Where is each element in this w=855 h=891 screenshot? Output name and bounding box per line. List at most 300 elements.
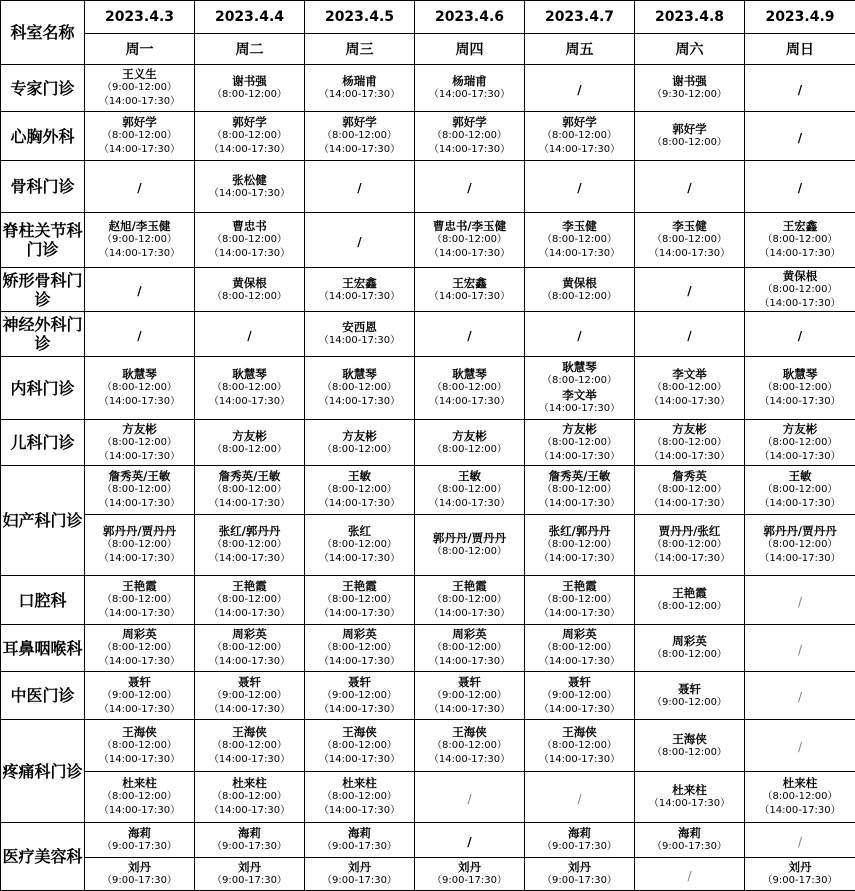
shift-time: （14:00-17:30） — [318, 290, 401, 302]
doctor-name: 聂轩 — [238, 674, 261, 689]
shift-time: （14:00-17:30） — [538, 608, 621, 619]
doctor-name: 詹秀英/王敏 — [108, 469, 171, 483]
shift-time: （14:00-17:30） — [208, 187, 291, 199]
doctor-name: 谢书强 — [232, 74, 267, 88]
schedule-cell — [415, 213, 525, 268]
schedule-cell — [415, 268, 525, 312]
no-clinic-slash: / — [577, 791, 582, 806]
doctor-name: 黄保根 — [232, 275, 267, 290]
doctor-name: 王艳霞 — [342, 579, 377, 593]
shift-time: （8:00-12:00） — [762, 436, 838, 448]
doctor-name: 王艳霞 — [122, 579, 157, 593]
no-clinic-slash: / — [577, 328, 582, 343]
doctor-name: 安西恩 — [342, 320, 377, 334]
shift-time: （8:00-12:00） — [542, 642, 617, 653]
schedule-cell — [305, 357, 415, 420]
schedule-cell — [85, 268, 195, 312]
shift-time: （14:00-17:30） — [648, 553, 731, 564]
shift-time: （14:00-17:30） — [648, 396, 731, 407]
schedule-cell — [305, 625, 415, 672]
schedule-cell — [195, 515, 305, 576]
schedule-cell — [525, 213, 635, 268]
schedule-cell — [635, 466, 745, 515]
weekday-header: 周三 — [305, 34, 415, 65]
shift-time: （8:00-12:00） — [652, 137, 727, 148]
shift-time: （14:00-17:30） — [538, 753, 621, 765]
doctor-name: 杨瑞甫 — [342, 74, 377, 88]
shift-time: （9:00-17:30） — [762, 875, 838, 886]
header-weekdays-row — [1, 34, 855, 65]
no-clinic-slash: / — [797, 740, 803, 754]
schedule-cell — [635, 625, 745, 672]
schedule-cell — [525, 112, 635, 161]
shift-time: （14:00-17:30） — [318, 656, 401, 667]
table-row — [1, 625, 855, 672]
shift-time: （14:00-17:30） — [759, 498, 841, 509]
doctor-name: 李玉健 — [672, 219, 707, 233]
shift-time: （8:00-12:00） — [212, 539, 287, 550]
date-header: 2023.4.9 — [745, 1, 855, 34]
schedule-cell — [415, 420, 525, 466]
shift-time: （14:00-17:30） — [98, 144, 181, 155]
schedule-cell — [745, 161, 855, 213]
shift-time: （9:00-12:00） — [542, 689, 617, 701]
doctor-name: 方友彬 — [452, 428, 487, 443]
no-clinic-slash: / — [797, 642, 803, 657]
schedule-cell — [745, 625, 855, 672]
schedule-cell — [415, 823, 525, 858]
no-clinic-slash: / — [687, 868, 692, 883]
shift-time: （14:00-17:30） — [208, 656, 291, 667]
doctor-name: 杜来柱 — [782, 776, 818, 790]
shift-time: （9:00-17:30） — [432, 875, 507, 886]
doctor-name: 方友彬 — [562, 421, 597, 436]
doctor-name: 周彩英 — [122, 627, 157, 641]
schedule-cell — [415, 576, 525, 625]
weekday-header: 周一 — [85, 34, 195, 65]
shift-time: （14:00-17:30） — [208, 144, 291, 155]
schedule-cell — [305, 420, 415, 466]
shift-time: （14:00-17:30） — [538, 403, 621, 414]
shift-time: （8:00-12:00） — [322, 642, 397, 653]
no-clinic-slash: / — [797, 594, 803, 609]
shift-time: （14:00-17:30） — [318, 553, 401, 564]
schedule-cell — [195, 213, 305, 268]
dept-label: 妇产科门诊 — [1, 466, 85, 576]
shift-time: （8:00-12:00） — [652, 436, 727, 448]
schedule-cell — [85, 823, 195, 858]
table-row — [1, 576, 855, 625]
schedule-cell — [635, 576, 745, 625]
shift-time: （14:00-17:30） — [648, 450, 731, 462]
doctor-name: 王海侠 — [452, 724, 487, 739]
doctor-name: 郭好学 — [452, 115, 487, 129]
schedule-cell — [195, 625, 305, 672]
schedule-cell — [745, 312, 855, 357]
shift-time: （14:00-17:30） — [759, 297, 841, 309]
doctor-name: 贾丹丹/张红 — [658, 524, 721, 538]
shift-time: （8:00-12:00） — [322, 382, 397, 393]
shift-time: （8:00-12:00） — [102, 130, 177, 141]
no-clinic-slash: / — [687, 284, 692, 298]
dept-label: 神经外科门诊 — [1, 312, 85, 357]
date-header: 2023.4.6 — [415, 1, 525, 34]
shift-time: （14:00-17:30） — [428, 753, 511, 765]
shift-time: （9:00-17:30） — [322, 841, 397, 852]
dept-label: 医疗美容科 — [1, 823, 85, 891]
no-clinic-slash: / — [357, 181, 362, 195]
doctor-name: 郭好学 — [672, 122, 707, 136]
shift-time: （8:00-12:00） — [212, 290, 287, 302]
shift-time: （14:00-17:30） — [318, 89, 401, 100]
shift-time: （8:00-12:00） — [102, 739, 177, 751]
shift-time: （8:00-12:00） — [652, 601, 727, 612]
shift-time: （8:00-12:00） — [652, 234, 727, 245]
shift-time: （9:00-17:30） — [542, 875, 617, 886]
doctor-name: 黄保根 — [562, 275, 597, 290]
date-header: 2023.4.4 — [195, 1, 305, 34]
schedule-cell — [635, 161, 745, 213]
table-row — [1, 772, 855, 823]
no-clinic-slash: / — [467, 181, 472, 195]
shift-time: （8:00-12:00） — [212, 594, 287, 605]
doctor-name: 周彩英 — [672, 634, 707, 648]
table-row — [1, 515, 855, 576]
shift-time: （9:00-12:00） — [652, 696, 727, 708]
schedule-cell — [415, 466, 525, 515]
doctor-name: 王艳霞 — [452, 579, 487, 593]
doctor-name: 王敏 — [348, 469, 371, 483]
shift-time: （8:00-12:00） — [212, 739, 287, 751]
table-row — [1, 858, 855, 891]
schedule-cell — [635, 823, 745, 858]
shift-time: （8:00-12:00） — [102, 594, 177, 605]
shift-time: （9:00-17:30） — [212, 841, 287, 852]
no-clinic-slash: / — [467, 834, 472, 849]
dept-label: 矫形骨科门诊 — [1, 268, 85, 312]
shift-time: （8:00-12:00） — [102, 642, 177, 653]
shift-time: （9:00-17:30） — [542, 841, 617, 852]
table-row — [1, 213, 855, 268]
shift-time: （14:00-17:30） — [318, 805, 401, 816]
doctor-name: 王海侠 — [232, 724, 267, 739]
schedule-cell — [635, 357, 745, 420]
shift-time: （8:00-12:00） — [762, 283, 838, 295]
schedule-cell — [415, 515, 525, 576]
dept-label: 心胸外科 — [1, 112, 85, 161]
shift-time: （14:00-17:30） — [98, 553, 181, 564]
schedule-cell — [415, 161, 525, 213]
shift-time: （8:00-12:00） — [652, 484, 727, 495]
shift-time: （14:00-17:30） — [318, 703, 401, 715]
shift-time: （14:00-17:30） — [208, 248, 291, 259]
shift-time: （8:00-12:00） — [212, 130, 287, 141]
doctor-name: 王宏鑫 — [342, 275, 377, 290]
doctor-name: 方友彬 — [122, 421, 157, 436]
schedule-cell — [635, 112, 745, 161]
schedule-cell — [745, 268, 855, 312]
doctor-name: 方友彬 — [232, 428, 267, 443]
doctor-name: 王艳霞 — [672, 586, 707, 600]
schedule-cell — [635, 772, 745, 823]
no-clinic-slash: / — [797, 82, 803, 97]
doctor-name: 郭好学 — [122, 115, 157, 129]
no-clinic-slash: / — [797, 181, 803, 195]
dept-label: 耳鼻咽喉科 — [1, 625, 85, 672]
weekday-header: 周日 — [745, 34, 855, 65]
no-clinic-slash: / — [467, 328, 472, 343]
shift-time: （14:00-17:30） — [538, 498, 621, 509]
shift-time: （14:00-17:30） — [428, 656, 511, 667]
doctor-name: 郭好学 — [232, 115, 267, 129]
shift-time: （8:00-12:00） — [542, 539, 617, 550]
schedule-cell — [635, 515, 745, 576]
shift-time: （14:00-17:30） — [538, 450, 621, 462]
shift-time: （9:00-17:30） — [102, 841, 177, 852]
shift-time: （9:00-17:30） — [652, 841, 727, 852]
shift-time: （9:00-17:30） — [322, 875, 397, 886]
schedule-cell — [415, 312, 525, 357]
doctor-name: 聂轩 — [678, 681, 701, 696]
shift-time: （8:00-12:00） — [652, 746, 727, 758]
shift-time: （9:30-12:00） — [652, 89, 727, 100]
schedule-cell — [745, 112, 855, 161]
schedule-cell — [745, 672, 855, 720]
schedule-cell — [525, 312, 635, 357]
doctor-name: 王海侠 — [562, 724, 597, 739]
table-row — [1, 357, 855, 420]
shift-time: （14:00-17:30） — [428, 703, 511, 715]
doctor-name: 聂轩 — [348, 674, 371, 689]
schedule-cell — [195, 357, 305, 420]
shift-time: （14:00-17:30） — [208, 396, 291, 407]
doctor-name: 郭丹丹/贾丹丹 — [432, 531, 507, 545]
schedule-cell — [85, 213, 195, 268]
shift-time: （8:00-12:00） — [652, 382, 727, 393]
shift-time: （14:00-17:30） — [428, 290, 511, 302]
shift-time: （14:00-17:30） — [428, 144, 511, 155]
shift-time: （8:00-12:00） — [322, 539, 397, 550]
shift-time: （14:00-17:30） — [538, 248, 621, 259]
schedule-cell — [195, 312, 305, 357]
shift-time: （14:00-17:30） — [98, 248, 181, 259]
table-row — [1, 672, 855, 720]
schedule-cell — [85, 515, 195, 576]
shift-time: （8:00-12:00） — [762, 234, 838, 245]
table-row — [1, 466, 855, 515]
schedule-cell — [525, 823, 635, 858]
table-row — [1, 420, 855, 466]
schedule-cell — [85, 420, 195, 466]
shift-time: （8:00-12:00） — [542, 234, 617, 245]
shift-time: （14:00-17:30） — [648, 798, 731, 809]
shift-time: （14:00-17:30） — [98, 753, 181, 765]
shift-time: （14:00-17:30） — [759, 248, 841, 259]
doctor-name: 耿慧琴 — [782, 367, 818, 381]
shift-time: （8:00-12:00） — [432, 234, 507, 245]
schedule-cell — [305, 161, 415, 213]
doctor-name: 周彩英 — [342, 627, 377, 641]
schedule-cell — [85, 672, 195, 720]
schedule-cell — [195, 65, 305, 112]
shift-time: （8:00-12:00） — [322, 443, 397, 455]
no-clinic-slash: / — [797, 834, 803, 849]
schedule-cell — [635, 65, 745, 112]
doctor-name: 王宏鑫 — [782, 219, 818, 233]
doctor-name: 曹忠书/李玉健 — [432, 219, 507, 233]
table-row — [1, 823, 855, 858]
shift-time: （9:00-12:00） — [212, 689, 287, 701]
schedule-cell — [745, 858, 855, 891]
doctor-name: 杜来柱 — [342, 776, 377, 790]
shift-time: （8:00-12:00） — [212, 484, 287, 495]
doctor-name: 王敏 — [458, 469, 481, 483]
schedule-cell — [525, 672, 635, 720]
header-dates-row — [1, 1, 855, 34]
shift-time: （14:00-17:30） — [208, 608, 291, 619]
schedule-cell — [745, 420, 855, 466]
shift-time: （14:00-17:30） — [759, 450, 841, 462]
shift-time: （8:00-12:00） — [542, 375, 617, 386]
shift-time: （14:00-17:30） — [428, 608, 511, 619]
shift-time: （14:00-17:30） — [98, 450, 181, 462]
schedule-cell — [525, 357, 635, 420]
shift-time: （8:00-12:00） — [762, 791, 838, 802]
doctor-name: 郭好学 — [562, 115, 597, 129]
weekday-header: 周四 — [415, 34, 525, 65]
shift-time: （8:00-12:00） — [432, 382, 507, 393]
doctor-name: 耿慧琴 — [342, 367, 377, 381]
table-row — [1, 312, 855, 357]
shift-time: （8:00-12:00） — [762, 484, 838, 495]
doctor-name: 王海侠 — [342, 724, 377, 739]
dept-label: 专家门诊 — [1, 65, 85, 112]
doctor-name: 詹秀英/王敏 — [548, 469, 611, 483]
shift-time: （8:00-12:00） — [212, 89, 287, 100]
schedule-cell — [525, 268, 635, 312]
schedule-cell — [305, 672, 415, 720]
shift-time: （8:00-12:00） — [652, 649, 727, 660]
schedule-cell — [305, 720, 415, 772]
schedule-cell — [85, 576, 195, 625]
date-header: 2023.4.7 — [525, 1, 635, 34]
shift-time: （8:00-12:00） — [322, 130, 397, 141]
shift-time: （14:00-17:30） — [208, 753, 291, 765]
schedule-cell — [85, 312, 195, 357]
shift-time: （8:00-12:00） — [542, 436, 617, 448]
shift-time: （14:00-17:30） — [428, 396, 511, 407]
shift-time: （14:00-17:30） — [538, 703, 621, 715]
schedule-cell — [635, 420, 745, 466]
shift-time: （14:00-17:30） — [98, 703, 181, 715]
shift-time: （8:00-12:00） — [762, 539, 838, 550]
schedule-cell — [525, 466, 635, 515]
doctor-name: 海莉 — [568, 826, 591, 840]
schedule-cell — [195, 268, 305, 312]
shift-time: （14:00-17:30） — [208, 498, 291, 509]
schedule-cell — [305, 466, 415, 515]
schedule-cell — [525, 65, 635, 112]
shift-time: （14:00-17:30） — [538, 144, 621, 155]
shift-time: （14:00-17:30） — [318, 498, 401, 509]
schedule-cell — [85, 357, 195, 420]
schedule-cell — [525, 420, 635, 466]
doctor-name: 张松健 — [232, 172, 267, 187]
schedule-cell — [635, 672, 745, 720]
doctor-name: 耿慧琴 — [452, 367, 487, 381]
shift-time: （14:00-17:30） — [428, 248, 511, 259]
doctor-name: 方友彬 — [342, 428, 377, 443]
schedule-cell — [415, 720, 525, 772]
shift-time: （8:00-12:00） — [102, 791, 177, 802]
doctor-name: 王敏 — [788, 469, 812, 483]
doctor-name: 耿慧琴 — [232, 367, 267, 381]
shift-time: （14:00-17:30） — [318, 144, 401, 155]
shift-time: （8:00-12:00） — [542, 594, 617, 605]
schedule-cell — [305, 112, 415, 161]
doctor-name: 周彩英 — [452, 627, 487, 641]
no-clinic-slash: / — [357, 234, 362, 249]
schedule-cell — [415, 625, 525, 672]
schedule-cell — [195, 576, 305, 625]
schedule-cell — [305, 515, 415, 576]
no-clinic-slash: / — [797, 328, 803, 343]
schedule-cell — [305, 312, 415, 357]
doctor-name: 张红/郭丹丹 — [548, 524, 611, 538]
no-clinic-slash: / — [137, 284, 142, 298]
schedule-cell — [745, 772, 855, 823]
schedule-cell — [195, 772, 305, 823]
schedule-cell — [415, 858, 525, 891]
schedule-cell — [525, 858, 635, 891]
shift-time: （9:00-17:30） — [212, 875, 287, 886]
doctor-name: 聂轩 — [458, 674, 481, 689]
doctor-name: 刘丹 — [788, 860, 812, 874]
shift-time: （8:00-12:00） — [542, 484, 617, 495]
schedule-cell — [85, 772, 195, 823]
dept-label: 口腔科 — [1, 576, 85, 625]
doctor-name: 郭好学 — [342, 115, 377, 129]
shift-time: （14:00-17:30） — [538, 656, 621, 667]
schedule-cell — [745, 720, 855, 772]
doctor-name: 曹忠书 — [232, 219, 267, 233]
shift-time: （8:00-12:00） — [212, 382, 287, 393]
shift-time: （14:00-17:30） — [98, 498, 181, 509]
schedule-cell — [525, 576, 635, 625]
shift-time: （8:00-12:00） — [432, 642, 507, 653]
schedule-cell — [525, 720, 635, 772]
shift-time: （8:00-12:00） — [322, 739, 397, 751]
weekday-header: 周六 — [635, 34, 745, 65]
no-clinic-slash: / — [247, 328, 252, 343]
schedule-cell — [525, 625, 635, 672]
schedule-cell — [195, 720, 305, 772]
shift-time: （14:00-17:30） — [428, 89, 511, 100]
shift-time: （8:00-12:00） — [542, 130, 617, 141]
schedule-cell — [195, 823, 305, 858]
shift-time: （14:00-17:30） — [428, 498, 511, 509]
weekday-header: 周二 — [195, 34, 305, 65]
schedule-cell — [745, 576, 855, 625]
schedule-cell — [415, 112, 525, 161]
schedule-cell — [635, 720, 745, 772]
doctor-name: 詹秀英 — [672, 469, 707, 483]
schedule-cell — [195, 161, 305, 213]
schedule-cell — [745, 213, 855, 268]
schedule-cell — [305, 65, 415, 112]
schedule-cell — [305, 772, 415, 823]
no-clinic-slash: / — [137, 328, 142, 343]
